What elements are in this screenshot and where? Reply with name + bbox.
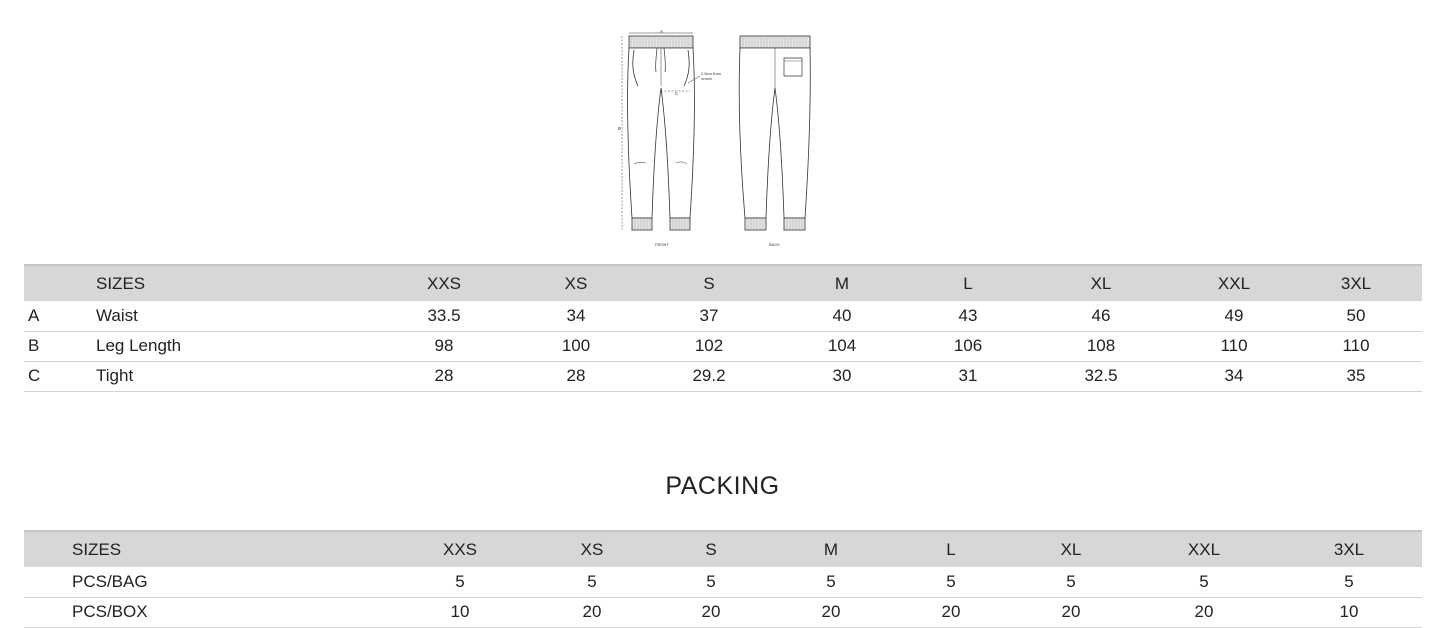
back-legs	[739, 48, 810, 218]
table-cell: 5	[706, 571, 716, 591]
table-cell: 30	[832, 366, 852, 385]
size-header-xs: XS	[564, 273, 588, 293]
packing-header-xxl: XXL	[1187, 539, 1221, 559]
packing-header-s: S	[705, 539, 717, 559]
packing-title: PACKING	[665, 472, 780, 500]
table-cell: 110	[1342, 336, 1370, 355]
pants-diagram	[612, 28, 822, 252]
table-cell: 33.5	[427, 305, 461, 325]
row-name: PCS/BOX	[72, 602, 148, 621]
table-cell: 106	[953, 336, 983, 355]
table-cell: 40	[832, 305, 852, 325]
row-code: A	[28, 305, 40, 325]
table-cell: 37	[699, 305, 719, 325]
table-cell: 5	[1199, 571, 1209, 591]
table-cell: 5	[1344, 571, 1354, 591]
table-cell: 5	[455, 571, 465, 591]
pants-drawing	[612, 28, 822, 252]
table-cell: 34	[566, 305, 586, 325]
table-cell: 5	[587, 571, 597, 591]
dim-a-label: A	[660, 29, 664, 34]
table-cell: 108	[1086, 336, 1116, 355]
row-spacer	[24, 567, 72, 597]
size-chart-table	[24, 264, 1422, 392]
size-header-xxl: XXL	[1217, 273, 1251, 293]
table-cell: 5	[946, 571, 956, 591]
packing-header-xl: XL	[1060, 539, 1082, 559]
row-code: C	[28, 366, 41, 385]
table-cell: 5	[1066, 571, 1076, 591]
table-cell: 104	[827, 336, 857, 355]
row-code: B	[28, 336, 40, 355]
table-row	[24, 597, 1422, 627]
table-cell: 20	[1061, 602, 1081, 621]
packing-header-xxs: XXS	[442, 539, 478, 559]
table-cell: 43	[958, 305, 978, 325]
back-label: BACK	[769, 242, 780, 247]
row-name: Waist	[96, 305, 138, 325]
table-cell: 50	[1346, 305, 1366, 325]
table-row	[24, 361, 1422, 391]
table-cell: 28	[566, 366, 586, 385]
front-view	[628, 36, 695, 230]
table-row	[24, 301, 1422, 331]
table-cell: 29.2	[692, 366, 726, 385]
dim-c-label: C	[675, 91, 679, 96]
table-cell: 100	[561, 336, 591, 355]
row-name: Leg Length	[96, 336, 182, 355]
table-cell: 28	[434, 366, 454, 385]
size-header-row	[24, 265, 1422, 301]
table-cell: 102	[694, 336, 724, 355]
packing-header-label: SIZES	[72, 539, 122, 559]
back-view	[739, 36, 810, 230]
table-cell: 20	[821, 602, 841, 621]
table-cell: 35	[1346, 366, 1366, 385]
table-cell: 20	[582, 602, 602, 621]
packing-header-3xl: 3XL	[1333, 539, 1365, 559]
row-name: PCS/BAG	[72, 571, 148, 591]
table-cell: 20	[1194, 602, 1214, 621]
table-cell: 110	[1220, 336, 1248, 355]
size-header-label: SIZES	[96, 273, 146, 293]
table-cell: 98	[434, 336, 454, 355]
size-header-3xl: 3XL	[1340, 273, 1372, 293]
table-row	[24, 331, 1422, 361]
packing-header-l: L	[946, 539, 956, 559]
size-header-l: L	[963, 273, 973, 293]
packing-header-spacer	[24, 531, 72, 567]
front-label: FRONT	[655, 242, 669, 247]
size-header-xl: XL	[1090, 273, 1112, 293]
table-cell: 20	[941, 602, 961, 621]
size-header-xxs: XXS	[426, 273, 462, 293]
size-header-m: M	[834, 273, 850, 293]
table-row	[24, 567, 1422, 597]
row-name: Tight	[96, 366, 134, 385]
crotch-note-line2: crotch	[701, 76, 712, 81]
packing-header-m: M	[823, 539, 839, 559]
table-cell: 5	[826, 571, 836, 591]
size-header-s: S	[703, 273, 715, 293]
table-cell: 10	[1339, 602, 1359, 621]
table-cell: 34	[1224, 366, 1244, 385]
packing-header-row	[24, 531, 1422, 567]
packing-header-xs: XS	[580, 539, 604, 559]
table-cell: 31	[958, 366, 978, 385]
table-cell: 10	[450, 602, 470, 621]
row-spacer	[24, 597, 72, 627]
packing-table	[24, 530, 1422, 628]
crotch-note-line1: 2,5cm from	[701, 71, 722, 76]
table-cell: 46	[1091, 305, 1111, 325]
back-waistband	[740, 36, 810, 48]
table-cell: 20	[701, 602, 721, 621]
size-header-code	[24, 265, 96, 301]
dim-b-label: B	[618, 126, 622, 131]
table-cell: 49	[1224, 305, 1244, 325]
table-cell: 32.5	[1084, 366, 1118, 385]
